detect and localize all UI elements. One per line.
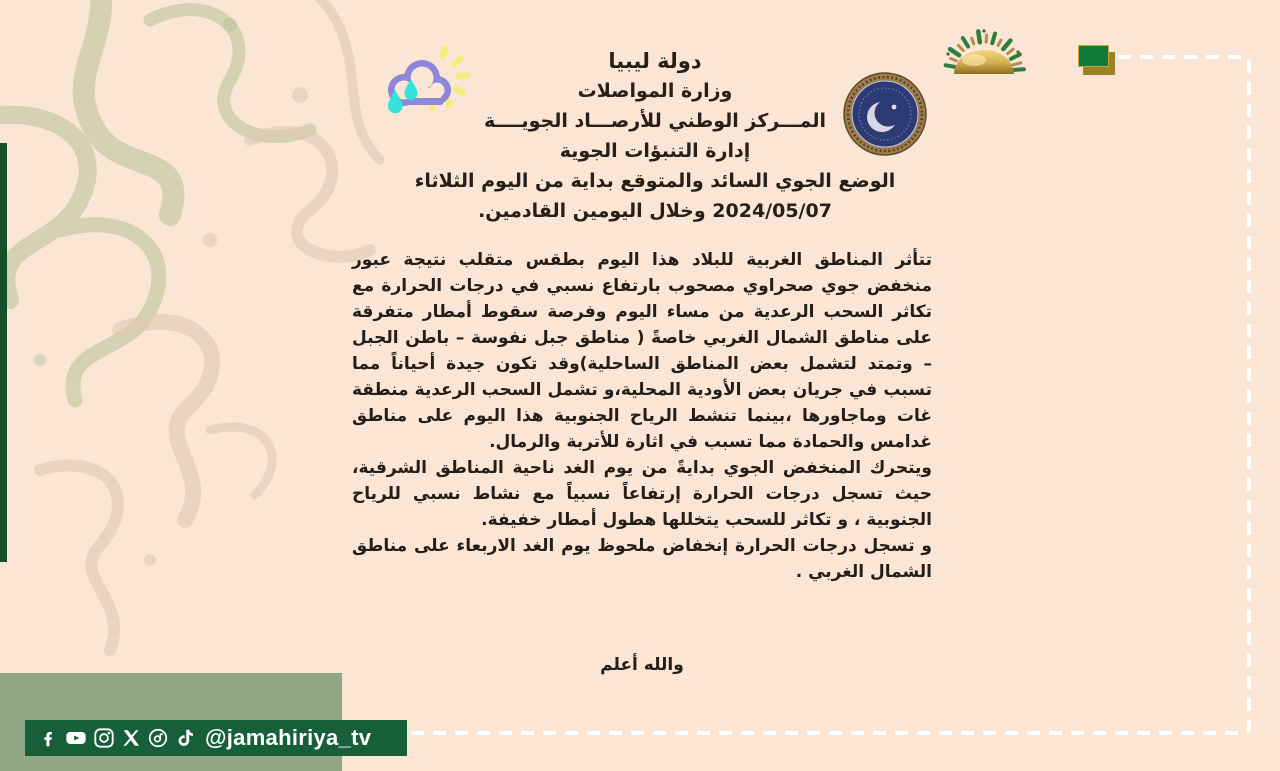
closing-phrase: والله أعلم bbox=[600, 655, 684, 675]
bulletin-paragraph: ويتحرك المنخفض الجوي بدايةً من يوم الغد ناحية المناطق الشرقية، حيث تسجل درجات الحرارة إرتفاعاً نسبياً مع نشاط نسبي للرياح الجنوبية ، و تكاثر للسحب يتخللها هطول أمطار خفيفة. bbox=[352, 458, 932, 530]
center-line: المـــركز الوطني للأرصـــاد الجويــــة bbox=[484, 110, 826, 132]
x-icon bbox=[120, 727, 142, 749]
bulletin-body bbox=[352, 247, 932, 585]
bulletin-date-line: 2024/05/07 وخلال اليومين القادمين. bbox=[478, 200, 832, 222]
jamahiriya-tv-logo bbox=[928, 4, 1076, 76]
flag-face bbox=[1078, 45, 1109, 67]
ministry-emblem bbox=[843, 72, 927, 156]
libya-flag-icon bbox=[1078, 45, 1118, 77]
social-handle: @jamahiriya_tv bbox=[205, 725, 372, 750]
bulletin-title-line: الوضع الجوي السائد والمتوقع بداية من اليوم الثلاثاء bbox=[414, 170, 896, 192]
facebook-icon bbox=[37, 727, 59, 749]
ministry-line: وزارة المواصلات bbox=[577, 80, 733, 102]
threads-icon bbox=[147, 727, 169, 749]
youtube-icon bbox=[64, 727, 88, 749]
department-line: إدارة التنبؤات الجوية bbox=[559, 140, 751, 162]
social-media-bar bbox=[25, 720, 407, 756]
state-title: دولة ليبيا bbox=[608, 49, 702, 73]
bulletin-paragraph: و تسجل درجات الحرارة إنخفاض ملحوظ يوم الغد الاربعاء على مناطق الشمال الغربي . bbox=[352, 536, 932, 582]
instagram-icon bbox=[93, 727, 115, 749]
bulletin-paragraph: تتأثر المناطق الغربية للبلاد هذا اليوم بطقس متقلب نتيجة عبور منخفض جوي صحراوي مصحوب بارتفاع نسبي في درجات الحرارة مع تكاثر السحب الرعدية من مساء اليوم وفرصة سقوط أمطار متفرقة على مناطق الشمال الغربي خاصةً ( مناطق جبل نفوسة – باطن الجبل – وتمتد لتشمل بعض المناطق الساحلية)وقد تكون جيدة أحياناً مما تسبب في جريان بعض الأودية المحلية،و تشمل السحب الرعدية منطقة غات وماجاورها ،بينما تنشط الرياح الجنوبية هذا اليوم على مناطق غدامس والحمادة مما تسبب في اثارة للأتربة والرمال. bbox=[352, 250, 932, 452]
left-green-accent-strip bbox=[0, 143, 7, 562]
tiktok-icon bbox=[174, 727, 196, 749]
